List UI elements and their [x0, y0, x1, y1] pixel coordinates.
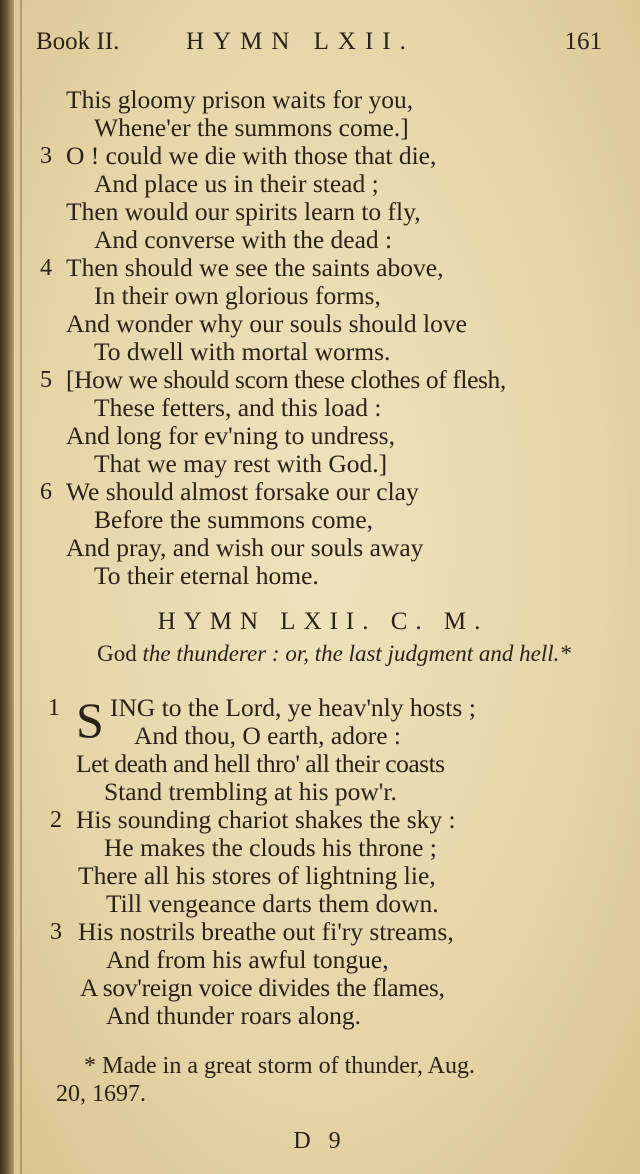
verse-line: [How we should scorn these clothes of flesh, [66, 365, 506, 394]
verse-line: And converse with the dead : [94, 225, 393, 254]
verse-line: And thunder roars along. [106, 1001, 361, 1030]
verse-line: Then should we see the saints above, [66, 253, 444, 282]
verse-line: There all his stores of lightning lie, [78, 861, 436, 890]
verse-number: 2 [50, 807, 62, 833]
footnote-line-2: 20, 1697. [56, 1081, 146, 1107]
verse-number: 3 [40, 143, 52, 169]
verse-line: And pray, and wish our souls away [66, 533, 424, 562]
verse-line: In their own glorious forms, [94, 281, 381, 310]
subtitle-roman: God [97, 641, 137, 666]
verse-line: To dwell with mortal worms. [94, 337, 391, 366]
verse-line: A sov'reign voice divides the flames, [80, 973, 445, 1002]
drop-cap: S [76, 692, 104, 748]
verse-number: 4 [40, 255, 52, 281]
page-number: 161 [564, 28, 602, 55]
verse-line: And thou, O earth, adore : [134, 721, 401, 750]
hymn-subtitle [44, 640, 624, 668]
gutter-line [20, 0, 22, 1174]
running-head-title: HYMN LXII. [186, 28, 415, 55]
verse-line: Before the summons come, [94, 505, 374, 534]
verse-line: Stand trembling at his pow'r. [104, 777, 397, 806]
verse-line: To their eternal home. [94, 561, 319, 590]
verse-line: ING to the Lord, ye heav'nly hosts ; [110, 693, 476, 722]
hymn-title: HYMN LXII. C. M. [157, 608, 489, 635]
signature-mark: D 9 [293, 1128, 347, 1154]
verse-number: 5 [40, 367, 52, 393]
verse-line: O ! could we die with those that die, [66, 141, 437, 170]
verse-line: And from his awful tongue, [106, 945, 389, 974]
verse-line: That we may rest with God.] [94, 449, 388, 478]
verse-line: These fetters, and this load : [94, 393, 382, 422]
page-header [36, 28, 610, 64]
verse-line: His nostrils breathe out fi'ry streams, [78, 917, 454, 946]
verse-line: And place us in their stead ; [94, 169, 379, 198]
verse-line: And long for ev'ning to undress, [66, 421, 395, 450]
verse-line: This gloomy prison waits for you, [66, 85, 414, 114]
verse-line: And wonder why our souls should love [66, 309, 467, 338]
footnote-line-1: * Made in a great storm of thunder, Aug. [84, 1053, 475, 1079]
verse-line: Let death and hell thro' all their coasts [76, 749, 445, 778]
verse-line: His sounding chariot shakes the sky : [76, 805, 456, 834]
verse-line: Whene'er the summons come.] [94, 113, 409, 142]
verse-line: He makes the clouds his throne ; [104, 833, 437, 862]
running-head-book: Book II. [36, 28, 120, 55]
book-spine-shadow [0, 0, 14, 1174]
verse-number: 3 [50, 919, 62, 945]
subtitle-italic: the thunderer : or, the last judgment and hell.* [142, 641, 571, 666]
verse-line: We should almost forsake our clay [66, 477, 419, 506]
verse-line: Till vengeance darts them down. [106, 889, 439, 918]
verse-number: 6 [40, 479, 52, 505]
verse-number: 1 [48, 695, 60, 721]
verse-line: Then would our spirits learn to fly, [66, 197, 421, 226]
